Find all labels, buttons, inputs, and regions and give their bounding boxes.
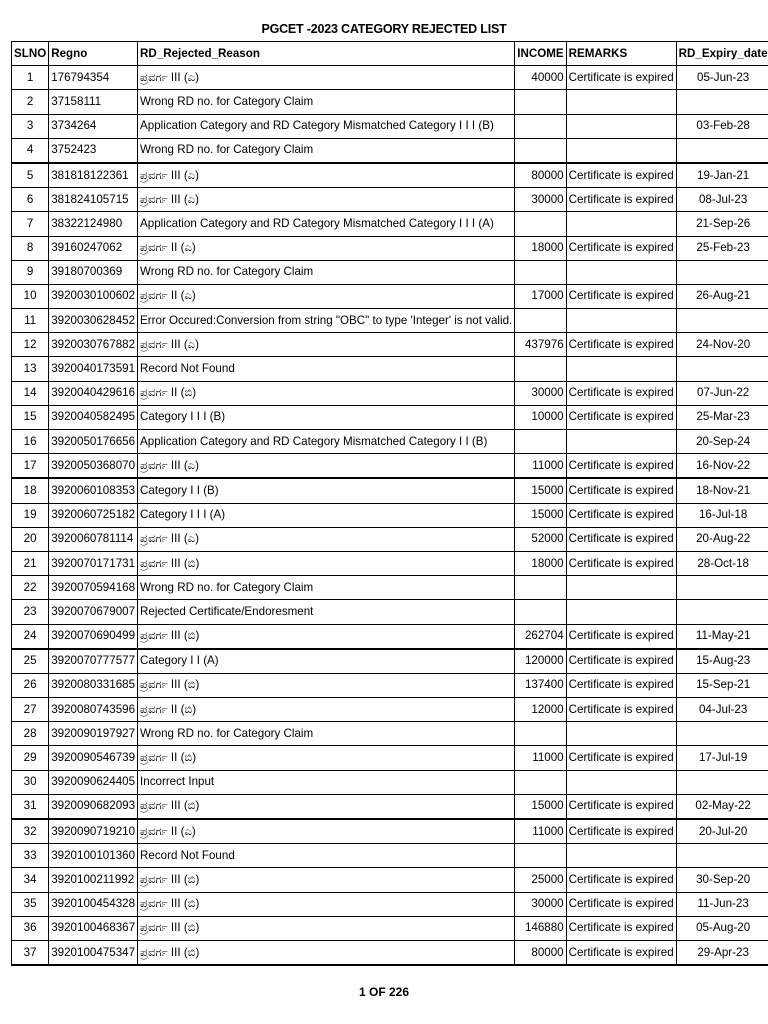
table-row: [12, 138, 768, 163]
cell-income: [515, 600, 566, 624]
cell-slno: 35: [12, 892, 49, 916]
cell-income: [515, 844, 566, 868]
cell-income: 437976: [515, 333, 566, 357]
cell-reason: ಪ್ರವರ್ಗ III (ಎ): [138, 454, 515, 479]
cell-regno: 3920070777577: [49, 649, 138, 674]
cell-slno: 36: [12, 916, 49, 940]
page-number: 1 OF 226: [358, 985, 410, 999]
cell-remarks: Certificate is expired: [566, 405, 676, 429]
cell-expiry: 21-Sep-26: [676, 212, 768, 236]
cell-income: [515, 114, 566, 138]
cell-regno: 3920050176656: [49, 430, 138, 454]
cell-remarks: Certificate is expired: [566, 868, 676, 892]
table-row: [12, 649, 768, 674]
cell-expiry: 29-Apr-23: [676, 940, 768, 965]
cell-remarks: Certificate is expired: [566, 66, 676, 90]
cell-income: 15000: [515, 478, 566, 503]
table-row: [12, 90, 768, 114]
cell-remarks: [566, 430, 676, 454]
cell-expiry: 16-Nov-22: [676, 454, 768, 479]
column-header-regno: Regno: [49, 42, 138, 66]
cell-slno: 11: [12, 309, 49, 333]
cell-remarks: Certificate is expired: [566, 454, 676, 479]
cell-slno: 25: [12, 649, 49, 674]
cell-slno: 24: [12, 624, 49, 649]
cell-slno: 2: [12, 90, 49, 114]
cell-expiry: 19-Jan-21: [676, 163, 768, 188]
cell-slno: 19: [12, 503, 49, 527]
table-row: [12, 260, 768, 284]
cell-reason: Record Not Found: [138, 357, 515, 381]
table-row: [12, 722, 768, 746]
cell-income: 40000: [515, 66, 566, 90]
cell-reason: Wrong RD no. for Category Claim: [138, 90, 515, 114]
cell-reason: ಪ್ರವರ್ಗ III (ಎ): [138, 333, 515, 357]
table-row: [12, 551, 768, 575]
rejected-list-table: [11, 41, 768, 966]
table-row: [12, 284, 768, 308]
cell-expiry: 30-Sep-20: [676, 868, 768, 892]
cell-reason: Record Not Found: [138, 844, 515, 868]
cell-reason: Application Category and RD Category Mismatched Category I I I (A): [138, 212, 515, 236]
cell-reason: Wrong RD no. for Category Claim: [138, 138, 515, 163]
cell-reason: ಪ್ರವರ್ಗ III (ಬಿ): [138, 624, 515, 649]
cell-remarks: Certificate is expired: [566, 188, 676, 212]
cell-income: 30000: [515, 892, 566, 916]
cell-regno: 3920070679007: [49, 600, 138, 624]
cell-remarks: Certificate is expired: [566, 503, 676, 527]
cell-income: 15000: [515, 794, 566, 819]
table-row: [12, 309, 768, 333]
table-row: [12, 673, 768, 697]
cell-slno: 32: [12, 819, 49, 844]
cell-slno: 1: [12, 66, 49, 90]
cell-income: [515, 722, 566, 746]
cell-income: 12000: [515, 698, 566, 722]
column-header-expiry: RD_Expiry_date: [676, 42, 768, 66]
cell-slno: 20: [12, 527, 49, 551]
cell-income: [515, 90, 566, 114]
cell-reason: ಪ್ರವರ್ಗ III (ಎ): [138, 188, 515, 212]
cell-regno: 3920060781114: [49, 527, 138, 551]
table-row: [12, 405, 768, 429]
cell-reason: ಪ್ರವರ್ಗ II (ಬಿ): [138, 746, 515, 770]
cell-remarks: [566, 722, 676, 746]
cell-expiry: [676, 576, 768, 600]
cell-remarks: Certificate is expired: [566, 333, 676, 357]
cell-slno: 9: [12, 260, 49, 284]
table-row: [12, 819, 768, 844]
cell-expiry: 07-Jun-22: [676, 381, 768, 405]
cell-income: 11000: [515, 454, 566, 479]
cell-expiry: 15-Aug-23: [676, 649, 768, 674]
cell-income: 11000: [515, 819, 566, 844]
cell-expiry: 05-Aug-20: [676, 916, 768, 940]
table-row: [12, 698, 768, 722]
cell-slno: 4: [12, 138, 49, 163]
cell-income: 18000: [515, 236, 566, 260]
table-row: [12, 576, 768, 600]
table-row: [12, 844, 768, 868]
table-row: [12, 940, 768, 965]
table-row: [12, 357, 768, 381]
cell-expiry: 11-Jun-23: [676, 892, 768, 916]
cell-expiry: 20-Jul-20: [676, 819, 768, 844]
cell-reason: ಪ್ರವರ್ಗ III (ಎ): [138, 66, 515, 90]
cell-regno: 3920100475347: [49, 940, 138, 965]
cell-expiry: 11-May-21: [676, 624, 768, 649]
cell-expiry: 02-May-22: [676, 794, 768, 819]
cell-reason: Category I I I (A): [138, 503, 515, 527]
cell-income: 17000: [515, 284, 566, 308]
table-row: [12, 454, 768, 479]
cell-slno: 34: [12, 868, 49, 892]
cell-expiry: 03-Feb-28: [676, 114, 768, 138]
cell-reason: ಪ್ರವರ್ಗ II (ಎ): [138, 284, 515, 308]
table-row: [12, 188, 768, 212]
cell-reason: Category I I (A): [138, 649, 515, 674]
table-row: [12, 114, 768, 138]
cell-expiry: 28-Oct-18: [676, 551, 768, 575]
cell-remarks: Certificate is expired: [566, 381, 676, 405]
cell-remarks: [566, 576, 676, 600]
cell-remarks: [566, 600, 676, 624]
cell-regno: 3920100454328: [49, 892, 138, 916]
cell-reason: Application Category and RD Category Mismatched Category I I I (B): [138, 114, 515, 138]
cell-remarks: [566, 260, 676, 284]
cell-slno: 15: [12, 405, 49, 429]
cell-remarks: Certificate is expired: [566, 673, 676, 697]
table-row: [12, 163, 768, 188]
table-row: [12, 600, 768, 624]
table-row: [12, 212, 768, 236]
cell-expiry: 05-Jun-23: [676, 66, 768, 90]
cell-remarks: [566, 770, 676, 794]
cell-reason: ಪ್ರವರ್ಗ III (ಬಿ): [138, 868, 515, 892]
cell-remarks: Certificate is expired: [566, 551, 676, 575]
cell-slno: 7: [12, 212, 49, 236]
cell-reason: Category I I (B): [138, 478, 515, 503]
cell-remarks: Certificate is expired: [566, 892, 676, 916]
column-header-income: INCOME: [515, 42, 566, 66]
cell-regno: 39180700369: [49, 260, 138, 284]
cell-slno: 14: [12, 381, 49, 405]
cell-reason: Application Category and RD Category Mismatched Category I I (B): [138, 430, 515, 454]
table-body: [12, 66, 768, 965]
cell-income: 25000: [515, 868, 566, 892]
cell-regno: 381818122361: [49, 163, 138, 188]
cell-regno: 3920070171731: [49, 551, 138, 575]
cell-regno: 3920090624405: [49, 770, 138, 794]
cell-reason: ಪ್ರವರ್ಗ III (ಬಿ): [138, 892, 515, 916]
cell-slno: 3: [12, 114, 49, 138]
cell-income: [515, 357, 566, 381]
cell-reason: ಪ್ರವರ್ಗ II (ಎ): [138, 819, 515, 844]
table-row: [12, 503, 768, 527]
cell-expiry: [676, 138, 768, 163]
cell-remarks: [566, 357, 676, 381]
cell-remarks: Certificate is expired: [566, 819, 676, 844]
cell-expiry: [676, 90, 768, 114]
cell-income: [515, 770, 566, 794]
cell-reason: Wrong RD no. for Category Claim: [138, 260, 515, 284]
header-row: [12, 42, 768, 66]
cell-reason: Wrong RD no. for Category Claim: [138, 722, 515, 746]
cell-expiry: 18-Nov-21: [676, 478, 768, 503]
cell-regno: 3920070594168: [49, 576, 138, 600]
cell-reason: ಪ್ರವರ್ಗ II (ಬಿ): [138, 381, 515, 405]
page-title: PGCET -2023 CATEGORY REJECTED LIST: [261, 22, 507, 36]
cell-income: 11000: [515, 746, 566, 770]
table-row: [12, 916, 768, 940]
cell-regno: 3920030100602: [49, 284, 138, 308]
cell-regno: 3920030767882: [49, 333, 138, 357]
cell-slno: 30: [12, 770, 49, 794]
table-row: [12, 892, 768, 916]
cell-remarks: Certificate is expired: [566, 940, 676, 965]
cell-slno: 37: [12, 940, 49, 965]
table-row: [12, 381, 768, 405]
cell-remarks: [566, 212, 676, 236]
cell-income: [515, 212, 566, 236]
cell-expiry: [676, 722, 768, 746]
cell-slno: 5: [12, 163, 49, 188]
cell-slno: 18: [12, 478, 49, 503]
cell-remarks: [566, 309, 676, 333]
cell-slno: 13: [12, 357, 49, 381]
cell-income: 30000: [515, 188, 566, 212]
cell-expiry: [676, 309, 768, 333]
cell-regno: 3920060108353: [49, 478, 138, 503]
cell-expiry: 17-Jul-19: [676, 746, 768, 770]
table-row: [12, 746, 768, 770]
cell-regno: 3920050368070: [49, 454, 138, 479]
cell-slno: 31: [12, 794, 49, 819]
cell-regno: 3920100468367: [49, 916, 138, 940]
cell-income: 10000: [515, 405, 566, 429]
cell-regno: 3920100211992: [49, 868, 138, 892]
cell-remarks: Certificate is expired: [566, 284, 676, 308]
cell-slno: 29: [12, 746, 49, 770]
cell-regno: 39160247062: [49, 236, 138, 260]
cell-reason: ಪ್ರವರ್ಗ III (ಬಿ): [138, 940, 515, 965]
cell-slno: 28: [12, 722, 49, 746]
cell-regno: 3920090546739: [49, 746, 138, 770]
column-header-reason: RD_Rejected_Reason: [138, 42, 515, 66]
cell-remarks: Certificate is expired: [566, 478, 676, 503]
cell-regno: 3920070690499: [49, 624, 138, 649]
cell-income: [515, 309, 566, 333]
cell-slno: 27: [12, 698, 49, 722]
cell-expiry: [676, 770, 768, 794]
cell-expiry: 04-Jul-23: [676, 698, 768, 722]
cell-expiry: 25-Feb-23: [676, 236, 768, 260]
cell-remarks: [566, 90, 676, 114]
column-header-slno: SLNO: [12, 42, 49, 66]
cell-regno: 381824105715: [49, 188, 138, 212]
cell-remarks: Certificate is expired: [566, 163, 676, 188]
cell-income: 52000: [515, 527, 566, 551]
cell-expiry: 15-Sep-21: [676, 673, 768, 697]
cell-slno: 16: [12, 430, 49, 454]
cell-expiry: [676, 357, 768, 381]
table-row: [12, 430, 768, 454]
table-row: [12, 478, 768, 503]
cell-slno: 10: [12, 284, 49, 308]
cell-regno: 3920060725182: [49, 503, 138, 527]
cell-income: 120000: [515, 649, 566, 674]
cell-income: 262704: [515, 624, 566, 649]
cell-reason: Wrong RD no. for Category Claim: [138, 576, 515, 600]
cell-reason: Category I I I (B): [138, 405, 515, 429]
cell-regno: 37158111: [49, 90, 138, 114]
cell-remarks: [566, 844, 676, 868]
cell-remarks: Certificate is expired: [566, 916, 676, 940]
table-row: [12, 794, 768, 819]
cell-remarks: Certificate is expired: [566, 624, 676, 649]
cell-regno: 3734264: [49, 114, 138, 138]
cell-slno: 12: [12, 333, 49, 357]
cell-income: 146880: [515, 916, 566, 940]
cell-regno: 3920090197927: [49, 722, 138, 746]
cell-expiry: 08-Jul-23: [676, 188, 768, 212]
cell-income: [515, 576, 566, 600]
table-row: [12, 333, 768, 357]
cell-income: [515, 138, 566, 163]
cell-remarks: [566, 114, 676, 138]
cell-income: 15000: [515, 503, 566, 527]
cell-reason: ಪ್ರವರ್ಗ III (ಬಿ): [138, 673, 515, 697]
cell-slno: 23: [12, 600, 49, 624]
cell-regno: 176794354: [49, 66, 138, 90]
cell-regno: 3920090682093: [49, 794, 138, 819]
cell-reason: ಪ್ರವರ್ಗ III (ಬಿ): [138, 551, 515, 575]
cell-remarks: Certificate is expired: [566, 527, 676, 551]
cell-slno: 21: [12, 551, 49, 575]
cell-expiry: [676, 260, 768, 284]
cell-expiry: 25-Mar-23: [676, 405, 768, 429]
cell-reason: ಪ್ರವರ್ಗ III (ಎ): [138, 163, 515, 188]
cell-reason: ಪ್ರವರ್ಗ III (ಬಿ): [138, 794, 515, 819]
cell-slno: 22: [12, 576, 49, 600]
cell-regno: 3920100101360: [49, 844, 138, 868]
cell-income: 80000: [515, 163, 566, 188]
cell-expiry: 20-Sep-24: [676, 430, 768, 454]
cell-income: 30000: [515, 381, 566, 405]
table-row: [12, 770, 768, 794]
cell-reason: Error Occured:Conversion from string "OBC" to type 'Integer' is not valid.: [138, 309, 515, 333]
cell-income: [515, 430, 566, 454]
cell-reason: ಪ್ರವರ್ಗ III (ಎ): [138, 527, 515, 551]
cell-slno: 6: [12, 188, 49, 212]
cell-reason: Rejected Certificate/Endoresment: [138, 600, 515, 624]
cell-expiry: 26-Aug-21: [676, 284, 768, 308]
cell-expiry: [676, 844, 768, 868]
cell-income: 137400: [515, 673, 566, 697]
cell-income: 80000: [515, 940, 566, 965]
cell-remarks: [566, 138, 676, 163]
cell-regno: 3752423: [49, 138, 138, 163]
cell-income: [515, 260, 566, 284]
cell-regno: 3920080743596: [49, 698, 138, 722]
cell-regno: 3920040582495: [49, 405, 138, 429]
cell-regno: 3920030628452: [49, 309, 138, 333]
table-row: [12, 624, 768, 649]
cell-expiry: 24-Nov-20: [676, 333, 768, 357]
column-header-remarks: REMARKS: [566, 42, 676, 66]
cell-expiry: 20-Aug-22: [676, 527, 768, 551]
cell-regno: 3920040429616: [49, 381, 138, 405]
cell-slno: 26: [12, 673, 49, 697]
cell-regno: 38322124980: [49, 212, 138, 236]
cell-remarks: Certificate is expired: [566, 649, 676, 674]
table-row: [12, 66, 768, 90]
cell-slno: 8: [12, 236, 49, 260]
cell-regno: 3920040173591: [49, 357, 138, 381]
cell-reason: ಪ್ರವರ್ಗ II (ಎ): [138, 236, 515, 260]
cell-remarks: Certificate is expired: [566, 698, 676, 722]
cell-income: 18000: [515, 551, 566, 575]
table-row: [12, 868, 768, 892]
cell-slno: 17: [12, 454, 49, 479]
cell-reason: Incorrect Input: [138, 770, 515, 794]
cell-remarks: Certificate is expired: [566, 746, 676, 770]
table-row: [12, 527, 768, 551]
table-row: [12, 236, 768, 260]
cell-reason: ಪ್ರವರ್ಗ II (ಬಿ): [138, 698, 515, 722]
cell-expiry: [676, 600, 768, 624]
cell-regno: 3920090719210: [49, 819, 138, 844]
cell-remarks: Certificate is expired: [566, 236, 676, 260]
cell-remarks: Certificate is expired: [566, 794, 676, 819]
cell-reason: ಪ್ರವರ್ಗ III (ಬಿ): [138, 916, 515, 940]
cell-expiry: 16-Jul-18: [676, 503, 768, 527]
cell-slno: 33: [12, 844, 49, 868]
cell-regno: 3920080331685: [49, 673, 138, 697]
